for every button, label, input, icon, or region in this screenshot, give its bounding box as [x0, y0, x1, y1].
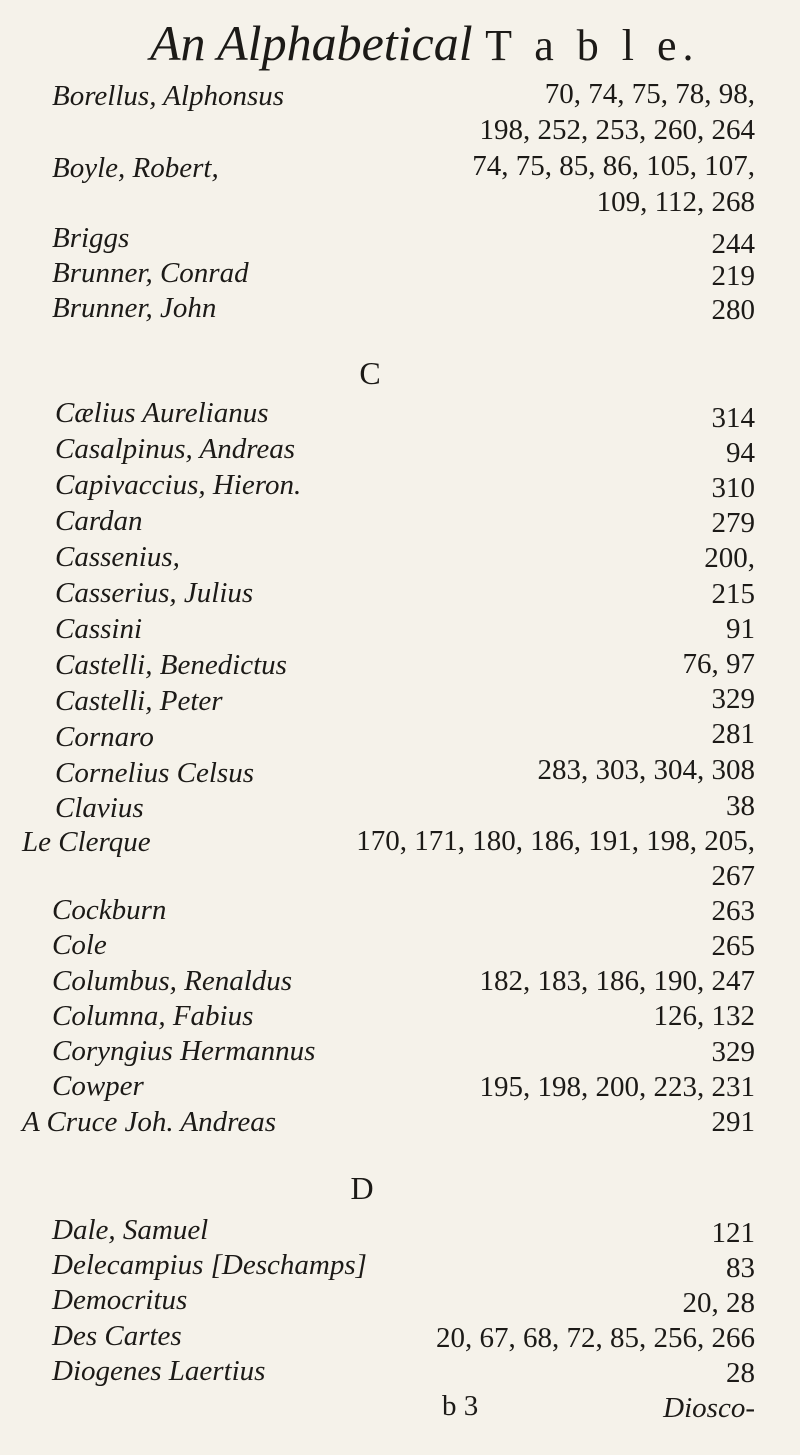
- index-name: Castelli, Peter: [55, 685, 223, 717]
- index-pages: 76, 97: [682, 648, 755, 680]
- index-name: Cole: [52, 929, 107, 961]
- index-name: Castelli, Benedictus: [55, 649, 287, 681]
- index-pages: 121: [711, 1217, 755, 1249]
- index-name: Dale, Samuel: [52, 1214, 209, 1246]
- index-name: Casserius, Julius: [55, 577, 254, 609]
- index-name: Delecampius [Deschamps]: [52, 1249, 367, 1281]
- page-title: [150, 12, 710, 77]
- index-name: Cockburn: [52, 894, 167, 926]
- index-pages: 219: [711, 260, 755, 292]
- index-name: Brunner, Conrad: [52, 257, 249, 289]
- index-name: Des Cartes: [52, 1320, 182, 1352]
- index-name: Briggs: [52, 222, 130, 254]
- index-name: Boyle, Robert,: [52, 152, 219, 184]
- index-pages: 20, 28: [682, 1287, 755, 1319]
- index-pages: 198, 252, 253, 260, 264: [479, 114, 755, 146]
- index-pages: 280: [711, 294, 755, 326]
- catchword: Diosco-: [663, 1392, 755, 1424]
- index-pages: 126, 132: [653, 1000, 755, 1032]
- index-name: Diogenes Laertius: [52, 1355, 266, 1387]
- index-pages: 182, 183, 186, 190, 247: [479, 965, 755, 997]
- section-letter-d: D: [350, 1170, 374, 1206]
- index-pages: 244: [711, 228, 755, 260]
- index-name: Cassenius,: [55, 541, 180, 573]
- index-name: Borellus, Alphonsus: [52, 80, 285, 112]
- section-letter-c: C: [359, 355, 381, 391]
- index-pages: 329: [711, 683, 755, 715]
- index-pages: 28: [726, 1357, 755, 1389]
- index-pages: 329: [711, 1036, 755, 1068]
- index-name: Cælius Aurelianus: [55, 397, 269, 429]
- index-pages: 279: [711, 507, 755, 539]
- index-pages: 291: [711, 1106, 755, 1138]
- index-pages: 263: [711, 895, 755, 927]
- index-name: Le Clerque: [22, 826, 151, 858]
- signature-mark: b 3: [442, 1390, 479, 1422]
- index-name: Coryngius Hermannus: [52, 1035, 316, 1067]
- index-pages: 200,: [704, 542, 755, 574]
- index-name: Clavius: [55, 792, 144, 824]
- index-name: Brunner, John: [52, 292, 217, 324]
- index-pages: 215: [711, 578, 755, 610]
- index-pages: 281: [711, 718, 755, 750]
- index-pages: 91: [726, 613, 755, 645]
- index-pages: 109, 112, 268: [596, 186, 755, 218]
- index-name: Casalpinus, Andreas: [55, 433, 296, 465]
- index-pages: 83: [726, 1252, 755, 1284]
- index-name: Cowper: [52, 1070, 144, 1102]
- index-name: Columbus, Renaldus: [52, 965, 293, 997]
- index-name: A Cruce Joh. Andreas: [22, 1106, 276, 1138]
- index-pages: 170, 171, 180, 186, 191, 198, 205,: [356, 825, 755, 857]
- index-pages: 195, 198, 200, 223, 231: [479, 1071, 755, 1103]
- index-pages: 310: [711, 472, 755, 504]
- index-name: Columna, Fabius: [52, 1000, 254, 1032]
- index-pages: 38: [726, 790, 755, 822]
- index-pages: 283, 303, 304, 308: [537, 754, 755, 786]
- index-pages: 70, 74, 75, 78, 98,: [544, 78, 755, 110]
- index-pages: 314: [711, 402, 755, 434]
- index-pages: 94: [726, 437, 755, 469]
- index-name: Cornelius Celsus: [55, 757, 254, 789]
- title-italic: An Alphabetical: [150, 15, 473, 71]
- index-pages: 267: [711, 860, 755, 892]
- title-caps: T a b l e.: [485, 21, 700, 70]
- index-pages: 265: [711, 930, 755, 962]
- index-name: Cassini: [55, 613, 143, 645]
- index-name: Cornaro: [55, 721, 154, 753]
- index-name: Cardan: [55, 505, 143, 537]
- index-name: Capivaccius, Hieron.: [55, 469, 302, 501]
- index-name: Democritus: [52, 1284, 188, 1316]
- index-pages: 74, 75, 85, 86, 105, 107,: [472, 150, 755, 182]
- index-pages: 20, 67, 68, 72, 85, 256, 266: [436, 1322, 755, 1354]
